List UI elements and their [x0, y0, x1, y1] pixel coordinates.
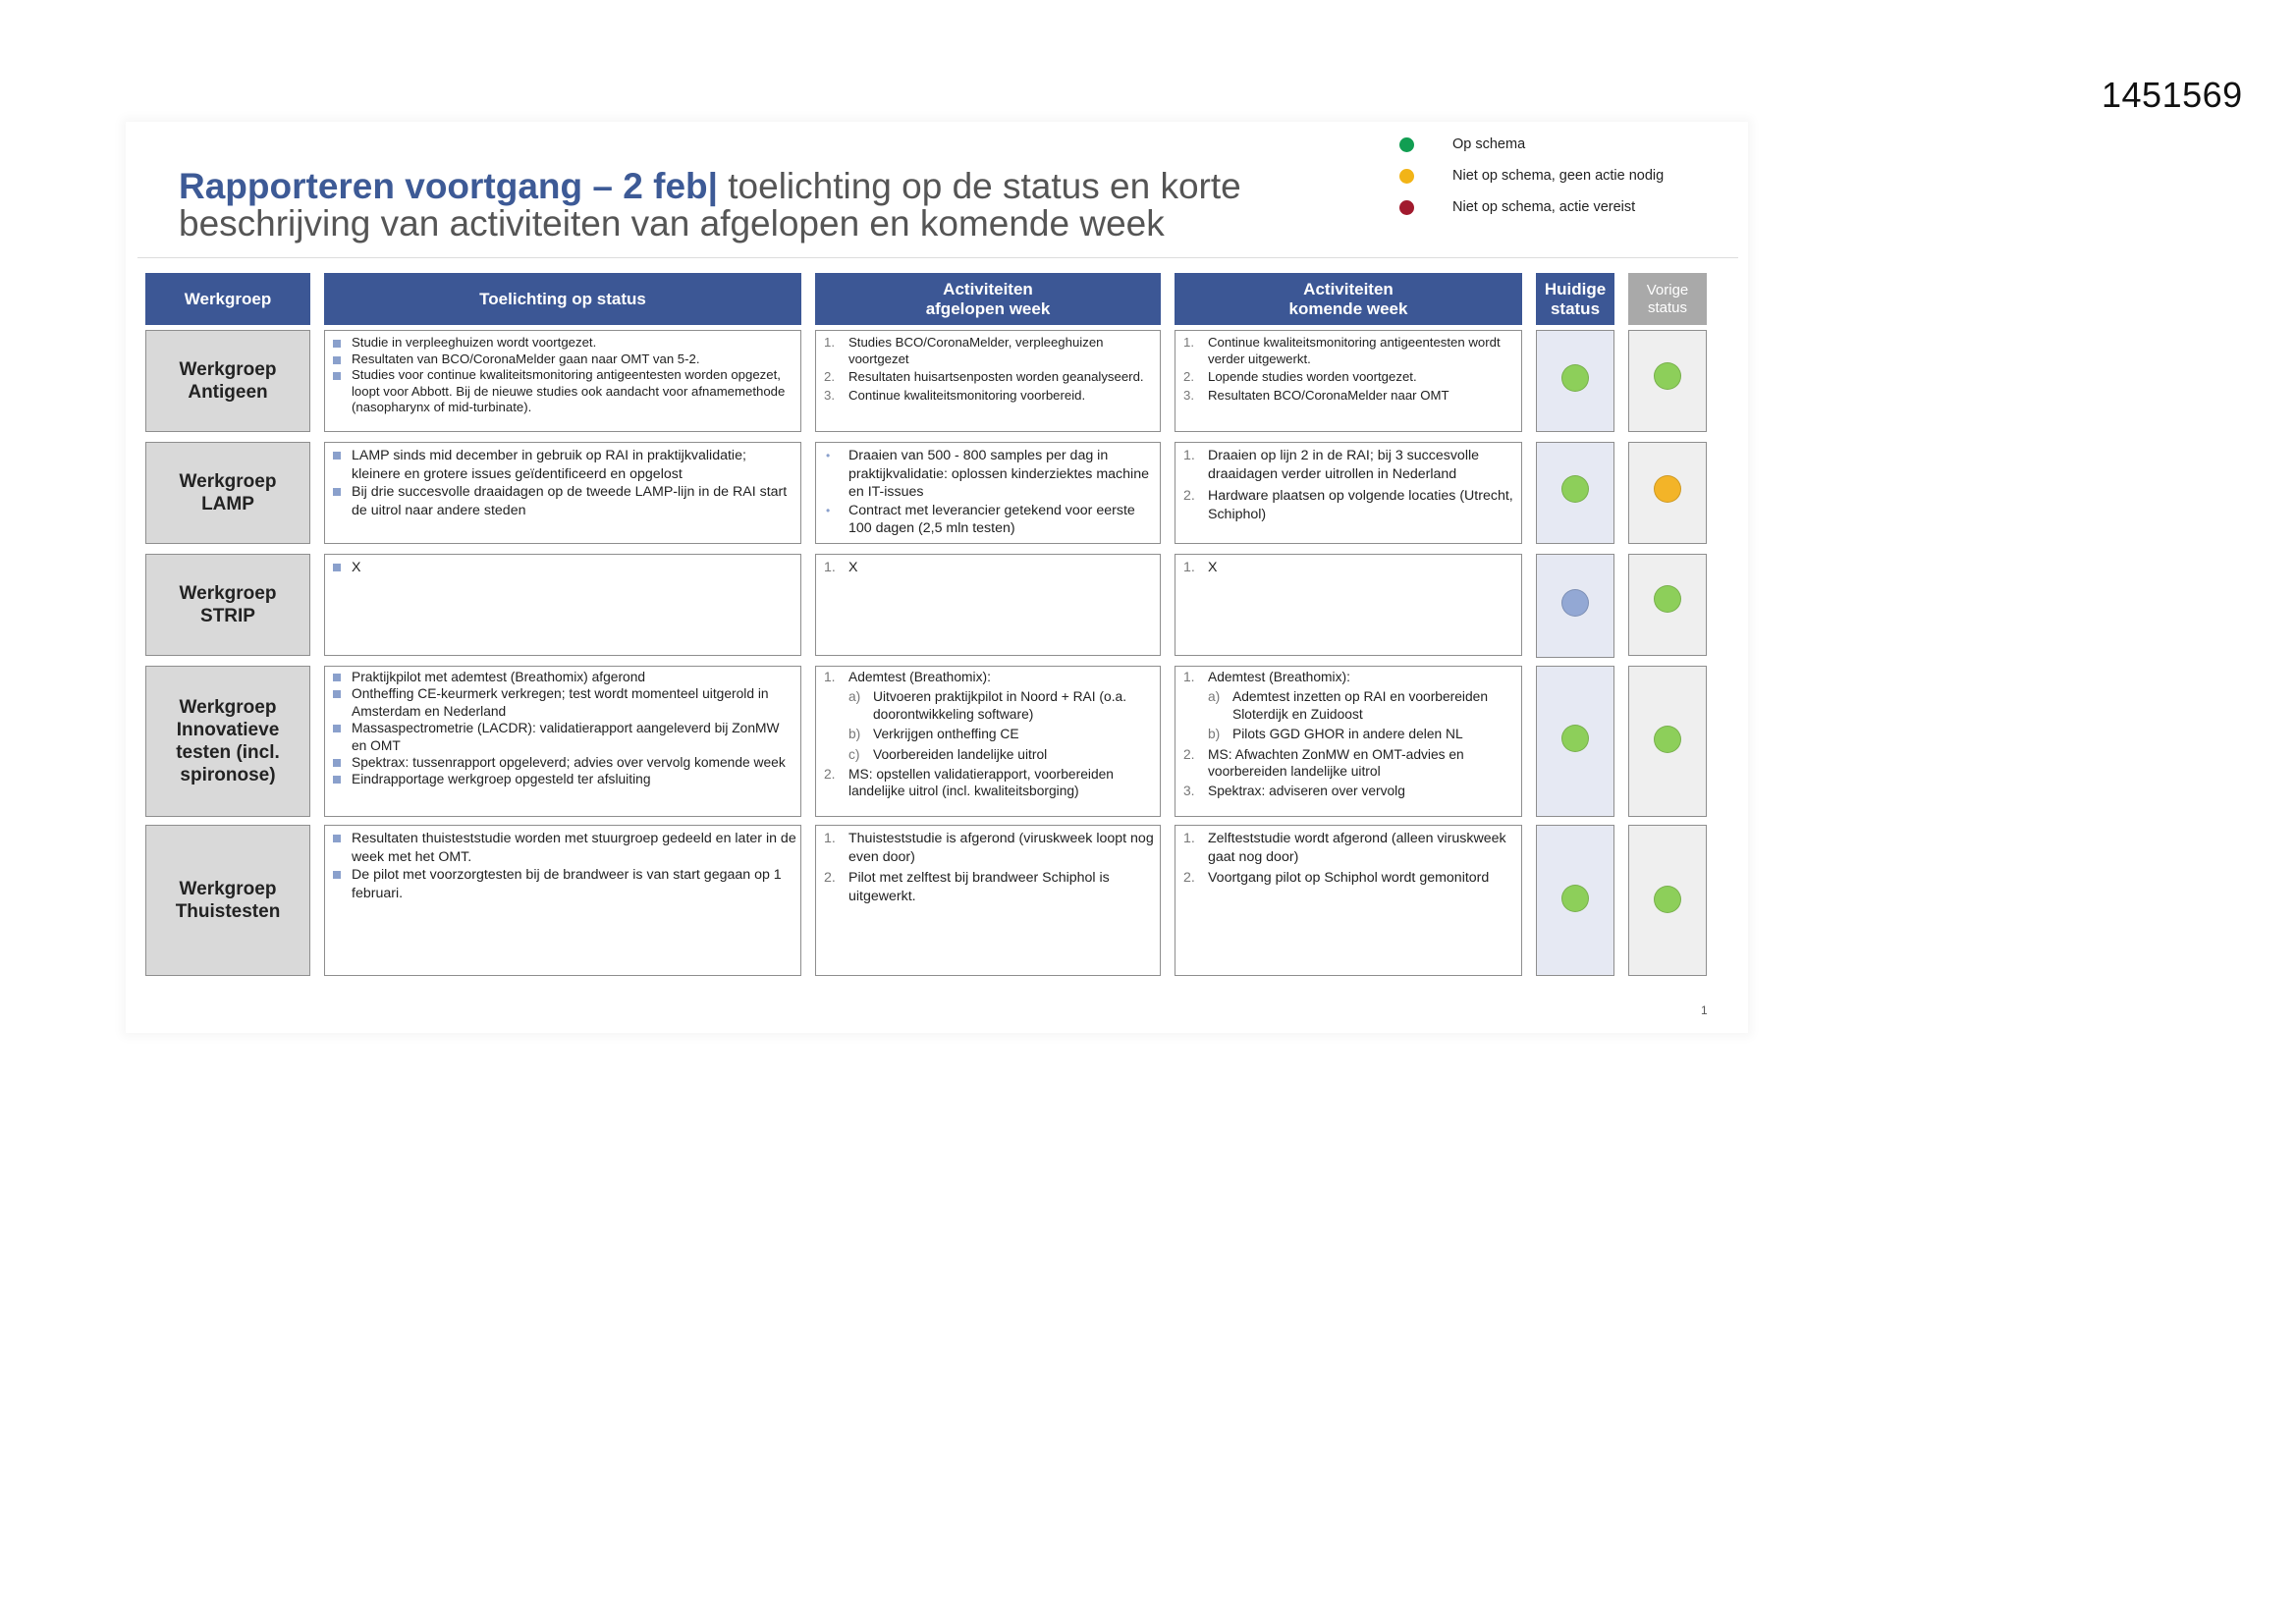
status-dot-icon — [1654, 726, 1681, 753]
list-item: 1. Zelfteststudie wordt afgerond (alleen viruskweek gaat nog door) — [1183, 831, 1506, 865]
header-activiteiten-komende: Activiteiten komende week — [1175, 273, 1522, 325]
list-item: 1. Draaien op lijn 2 in de RAI; bij 3 succesvolle draaidagen verder uitrollen in Nederland — [1183, 448, 1480, 482]
toelichting-cell — [324, 554, 801, 656]
header-toelichting: Toelichting op status — [324, 273, 801, 325]
list-item: • Contract met leverancier getekend voor eerste 100 dagen (2,5 mln testen) — [822, 502, 1156, 538]
toelichting-cell — [324, 442, 801, 544]
status-dot-icon — [1654, 475, 1681, 503]
status-dot-icon — [1654, 585, 1681, 613]
afgelopen-cell — [815, 825, 1161, 976]
toelichting-cell — [324, 825, 801, 976]
orange-status-dot-icon — [1399, 169, 1414, 184]
status-dot-icon — [1561, 475, 1589, 503]
list-item: Studie in verpleeghuizen wordt voortgezet. — [331, 335, 796, 352]
slide-title-rest: toelichting op de status en korte beschrijving van activiteiten van afgelopen en komende week — [179, 166, 1241, 244]
list-item: Spektrax: tussenrapport opgeleverd; advies over vervolg komende week — [331, 754, 796, 771]
list-item: 3. Continue kwaliteitsmonitoring voorbereid. — [824, 387, 1086, 403]
komende-cell — [1175, 825, 1522, 976]
status-dot-icon — [1561, 725, 1589, 752]
status-dot-icon — [1561, 885, 1589, 912]
huidige-status-cell — [1536, 330, 1614, 432]
huidige-status-cell — [1536, 825, 1614, 976]
list-item: 1. X — [824, 560, 858, 575]
huidige-status-cell — [1536, 554, 1614, 658]
komende-cell — [1175, 666, 1522, 817]
status-dot-icon — [1654, 886, 1681, 913]
komende-cell — [1175, 442, 1522, 544]
legend-label: Niet op schema, geen actie nodig — [1452, 168, 1665, 184]
header-vorige-status: Vorige status — [1628, 273, 1707, 325]
list-item: Resultaten thuisteststudie worden met stuurgroep gedeeld en later in de week met het OMT. — [331, 830, 796, 866]
toelichting-cell — [324, 330, 801, 432]
list-item: c) Voorbereiden landelijke uitrol — [848, 746, 1048, 762]
list-item: Studies voor continue kwaliteitsmonitoring antigeentesten worden opgezet, loopt voor Abbott. Bij de nieuwe studies ook aandacht voor afnamemethode (nasopharynx of mid-turbinate). — [331, 367, 796, 416]
list-item: b) Pilots GGD GHOR in andere delen NL — [1208, 727, 1463, 742]
vorige-status-cell — [1628, 330, 1707, 432]
list-item: De pilot met voorzorgtesten bij de brandweer is van start gegaan op 1 februari. — [331, 866, 796, 902]
list-item: 1. Thuisteststudie is afgerond (viruskweek loopt nog even door) — [824, 831, 1154, 865]
list-item: 3. Resultaten BCO/CoronaMelder naar OMT — [1183, 387, 1449, 403]
list-item: Massaspectrometrie (LACDR): validatierapport aangeleverd bij ZonMW en OMT — [331, 720, 796, 754]
list-item: 1. Studies BCO/CoronaMelder, verpleeghuizen voortgezet — [824, 335, 1104, 366]
list-item: Eindrapportage werkgroep opgesteld ter afsluiting — [331, 771, 796, 787]
legend-label: Niet op schema, actie vereist — [1452, 199, 1636, 215]
list-item: 1. X — [1183, 560, 1218, 575]
huidige-status-cell — [1536, 442, 1614, 544]
list-item: Praktijkpilot met ademtest (Breathomix) afgerond — [331, 669, 796, 685]
werkgroep-innovatieve-testen: Werkgroep Innovatieve testen (incl. spironose) — [145, 666, 310, 817]
werkgroep-antigeen: Werkgroep Antigeen — [145, 330, 310, 432]
slide-title — [179, 168, 1338, 243]
list-item: 2. Voortgang pilot op Schiphol wordt gemonitord — [1183, 870, 1490, 887]
header-werkgroep: Werkgroep — [145, 273, 310, 325]
list-item: Resultaten van BCO/CoronaMelder gaan naar OMT van 5-2. — [331, 352, 796, 368]
komende-cell — [1175, 330, 1522, 432]
list-item: Ontheffing CE-keurmerk verkregen; test wordt momenteel uitgerold in Amsterdam en Nederland — [331, 685, 796, 720]
huidige-status-cell — [1536, 666, 1614, 817]
werkgroep-lamp: Werkgroep LAMP — [145, 442, 310, 544]
status-dot-icon — [1561, 589, 1589, 617]
list-item: 2. Hardware plaatsen op volgende locaties (Utrecht, Schiphol) — [1183, 488, 1513, 522]
vorige-status-cell — [1628, 666, 1707, 817]
list-item: a) Ademtest inzetten op RAI en voorbereiden Sloterdijk en Zuidoost — [1208, 689, 1488, 722]
list-item: 2. Lopende studies worden voortgezet. — [1183, 369, 1417, 385]
slide-title-bold: Rapporteren voortgang – 2 feb| — [179, 166, 718, 206]
vorige-status-cell — [1628, 825, 1707, 976]
status-dot-icon — [1561, 364, 1589, 392]
red-status-dot-icon — [1399, 200, 1414, 215]
werkgroep-thuistesten: Werkgroep Thuistesten — [145, 825, 310, 976]
werkgroep-strip: Werkgroep STRIP — [145, 554, 310, 656]
page-number: 1 — [1701, 1003, 1708, 1017]
afgelopen-cell — [815, 554, 1161, 656]
header-huidige-status: Huidige status — [1536, 273, 1614, 325]
list-item: 3. Spektrax: adviseren over vervolg — [1183, 784, 1405, 799]
document-number: 1451569 — [2102, 75, 2243, 115]
list-item: 1. Continue kwaliteitsmonitoring antigeentesten wordt verder uitgewerkt. — [1183, 335, 1501, 366]
list-item: 1. Ademtest (Breathomix): — [824, 670, 991, 684]
list-item: 2. MS: Afwachten ZonMW en OMT-advies en voorbereiden landelijke uitrol — [1183, 746, 1464, 780]
afgelopen-cell — [815, 666, 1161, 817]
list-item: LAMP sinds mid december in gebruik op RAI in praktijkvalidatie; kleinere en grotere issues geïdentificeerd en opgelost — [331, 447, 796, 483]
list-item: 1. Ademtest (Breathomix): — [1183, 670, 1350, 684]
slide — [126, 122, 1748, 1033]
list-item: 2. Pilot met zelftest bij brandweer Schiphol is uitgewerkt. — [824, 870, 1110, 904]
list-item: 2. Resultaten huisartsenposten worden geanalyseerd. — [824, 369, 1144, 385]
komende-cell — [1175, 554, 1522, 656]
afgelopen-cell — [815, 442, 1161, 544]
list-item: Bij drie succesvolle draaidagen op de tweede LAMP-lijn in de RAI start de uitrol naar andere steden — [331, 483, 796, 519]
status-dot-icon — [1654, 362, 1681, 390]
header-activiteiten-afgelopen: Activiteiten afgelopen week — [815, 273, 1161, 325]
list-item: • Draaien van 500 - 800 samples per dag in praktijkvalidatie: oplossen kinderziektes machine en IT-issues — [822, 447, 1156, 502]
toelichting-cell — [324, 666, 801, 817]
title-divider — [137, 257, 1738, 258]
list-item: a) Uitvoeren praktijkpilot in Noord + RAI (o.a. doorontwikkeling software) — [848, 689, 1127, 722]
list-item: b) Verkrijgen ontheffing CE — [848, 727, 1019, 742]
legend-label: Op schema — [1452, 136, 1526, 152]
vorige-status-cell — [1628, 442, 1707, 544]
list-item: X — [331, 559, 796, 577]
vorige-status-cell — [1628, 554, 1707, 656]
afgelopen-cell — [815, 330, 1161, 432]
green-status-dot-icon — [1399, 137, 1414, 152]
list-item: 2. MS: opstellen validatierapport, voorbereiden landelijke uitrol (incl. kwaliteitsborging) — [824, 767, 1114, 799]
